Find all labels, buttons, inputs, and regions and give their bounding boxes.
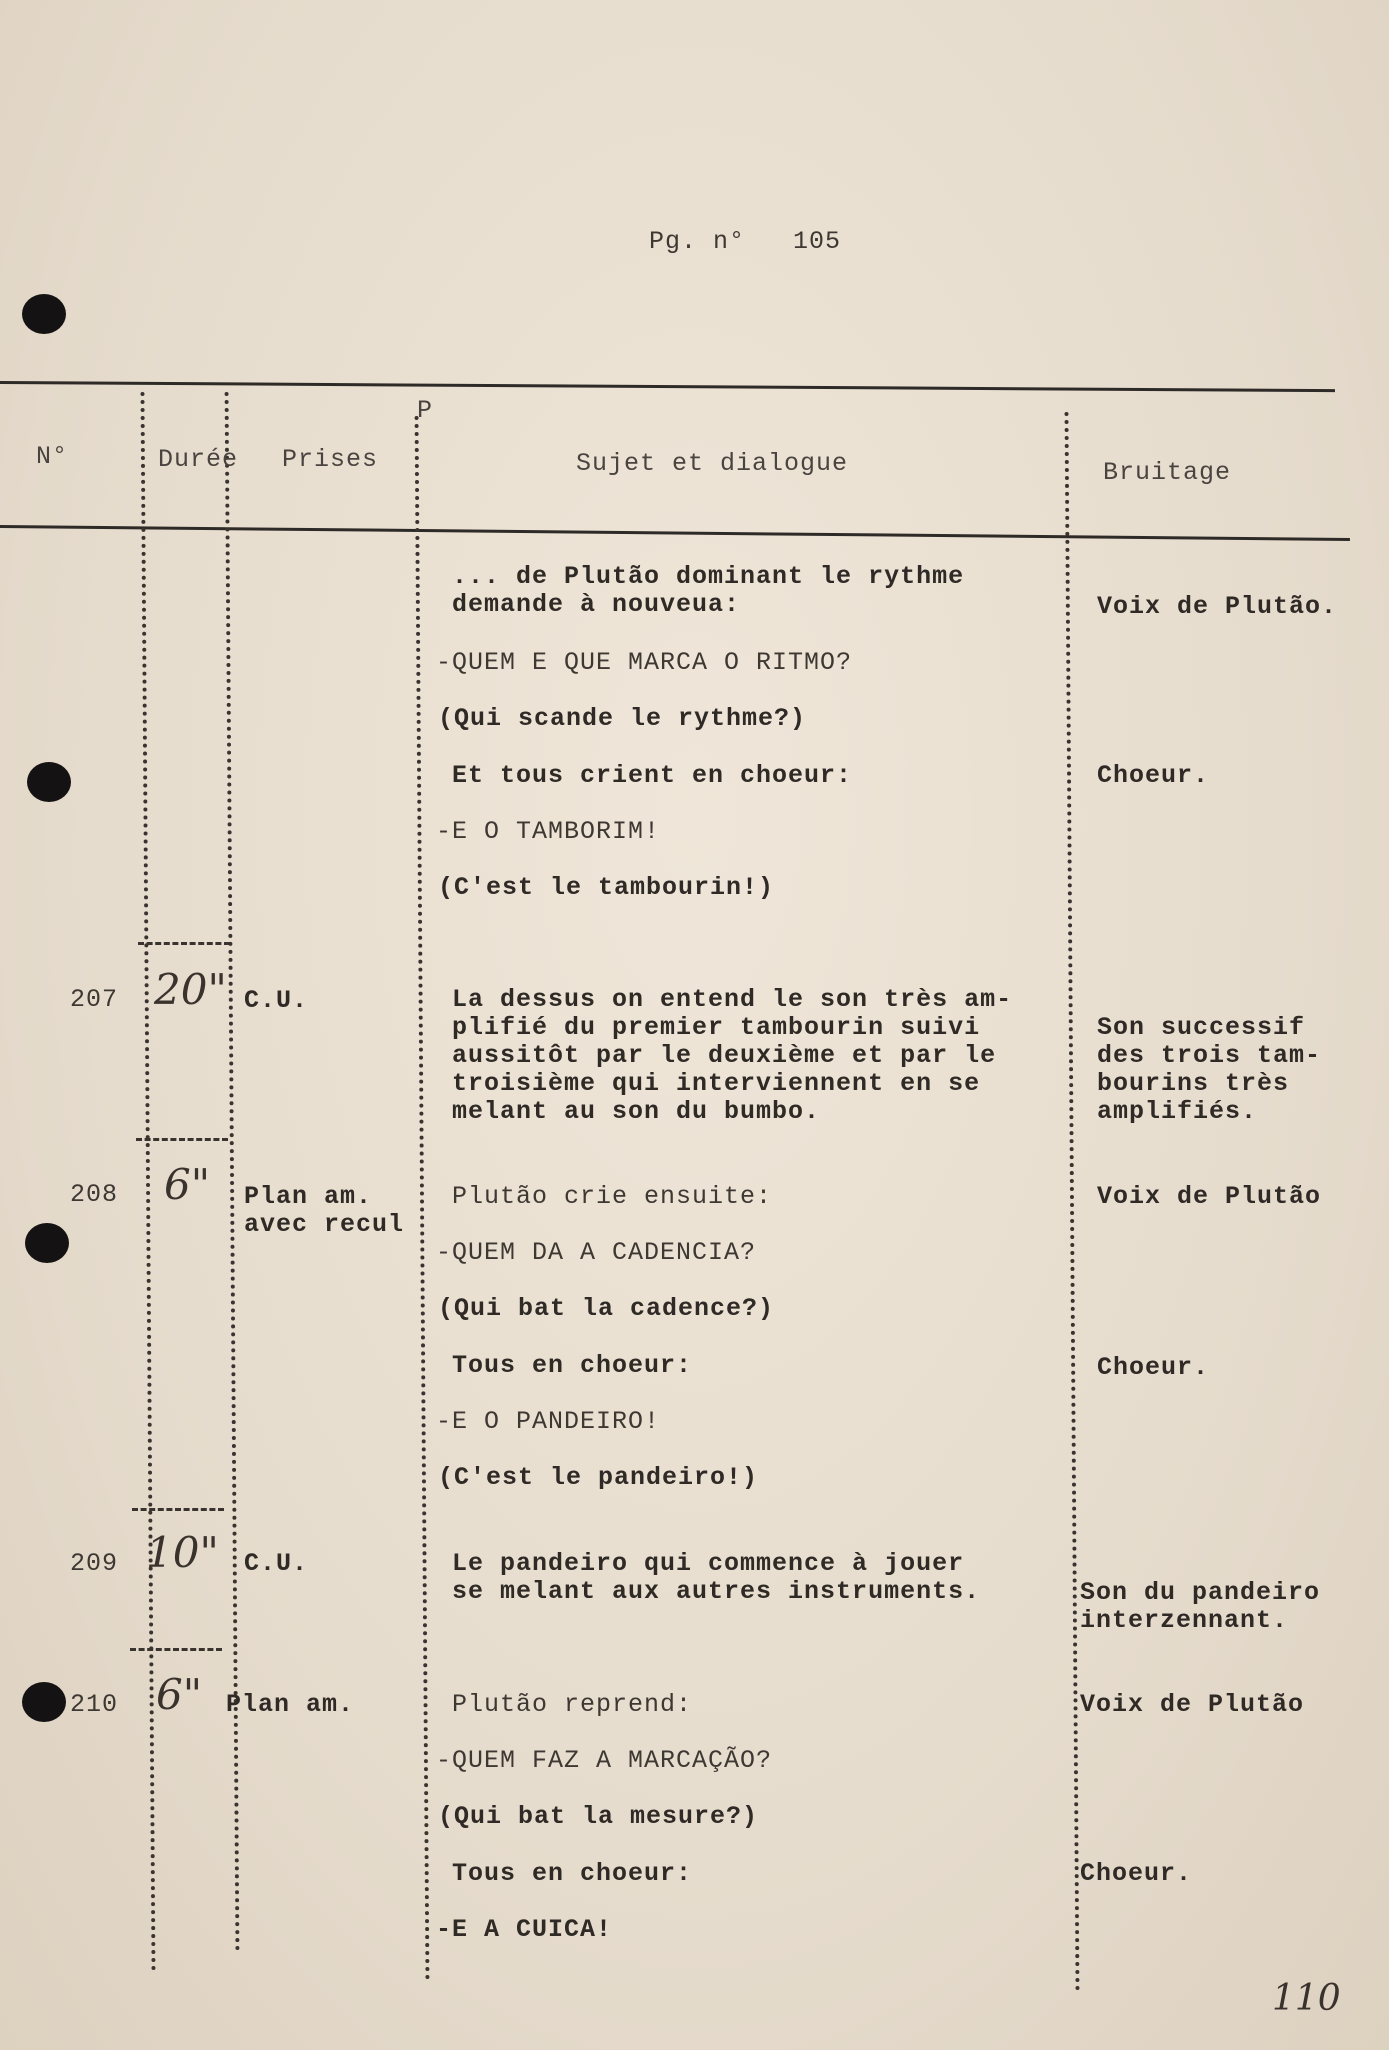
bruitage-text: Son successif [1097, 1013, 1306, 1042]
table-header-rule [0, 525, 1350, 541]
table-top-rule [0, 381, 1335, 392]
subject-line: demande à nouveua: [452, 590, 741, 619]
shot-prises: Plan am. [244, 1182, 373, 1211]
shot-number: 209 [70, 1549, 119, 1578]
shot-prises: C.U. [244, 1549, 309, 1578]
shot-separator [138, 942, 230, 945]
column-separator-no [140, 392, 155, 1972]
shot-separator [130, 1648, 222, 1651]
subject-line: se melant aux autres instruments. [452, 1577, 981, 1606]
shot-number: 208 [70, 1180, 119, 1209]
subject-line: aussitôt par le deuxième et par le [452, 1041, 997, 1070]
dialogue-portuguese: -QUEM FAZ A MARCAÇÃO? [436, 1746, 773, 1775]
subject-line: melant au son du bumbo. [452, 1097, 821, 1126]
shot-prises: C.U. [244, 986, 309, 1015]
shot-separator [136, 1138, 228, 1141]
column-separator-prises [415, 416, 430, 1981]
bruitage-text: Choeur. [1097, 761, 1210, 790]
page-number-value: 105 [793, 227, 842, 256]
punch-hole-3 [25, 1223, 69, 1263]
subject-line: Plutão reprend: [452, 1690, 693, 1719]
dialogue-portuguese: -QUEM E QUE MARCA O RITMO? [436, 648, 853, 677]
dialogue-portuguese: -E O TAMBORIM! [436, 817, 661, 846]
punch-hole-2 [27, 762, 71, 802]
bruitage-text: Voix de Plutão [1097, 1182, 1322, 1211]
subject-line: ... de Plutão dominant le rythme [452, 562, 965, 591]
dialogue-translation: (Qui bat la cadence?) [438, 1294, 775, 1323]
bruitage-text: Son du pandeiro [1080, 1578, 1321, 1607]
shot-duration: 6" [156, 1670, 203, 1719]
bruitage-text: bourins très [1097, 1069, 1290, 1098]
bruitage-text: interzennant. [1080, 1606, 1289, 1635]
bruitage-text: Voix de Plutão. [1097, 592, 1338, 621]
column-header-no: N° [36, 442, 69, 471]
column-header-sujet: Sujet et dialogue [576, 449, 849, 478]
bruitage-text: Choeur. [1080, 1859, 1193, 1888]
column-header-duree: Durée [158, 445, 239, 474]
shot-number: 210 [70, 1690, 119, 1719]
page-number-label: Pg. n° [649, 227, 746, 256]
subject-line: Et tous crient en choeur: [452, 761, 853, 790]
subject-line: Plutão crie ensuite: [452, 1182, 773, 1211]
shot-separator [132, 1508, 224, 1511]
dialogue-portuguese: -QUEM DA A CADENCIA? [436, 1238, 757, 1267]
dialogue-portuguese: -E O PANDEIRO! [436, 1407, 661, 1436]
shot-prises: Plan am. [226, 1690, 355, 1719]
column-header-p: P [417, 396, 434, 425]
dialogue-translation: (Qui bat la mesure?) [438, 1802, 759, 1831]
shot-number: 207 [70, 985, 119, 1014]
dialogue-portuguese: -E A CUICA! [436, 1915, 613, 1944]
dialogue-translation: (Qui scande le rythme?) [438, 704, 807, 733]
page-number-header [617, 198, 841, 256]
subject-line: Tous en choeur: [452, 1351, 693, 1380]
shot-prises: avec recul [244, 1210, 405, 1239]
shot-duration: 10" [146, 1528, 219, 1577]
shot-duration: 20" [154, 965, 227, 1014]
subject-line: Tous en choeur: [452, 1859, 693, 1888]
bruitage-text: Voix de Plutão [1080, 1690, 1305, 1719]
subject-line: Le pandeiro qui commence à jouer [452, 1549, 965, 1578]
subject-line: troisième qui interviennent en se [452, 1069, 981, 1098]
punch-hole-4 [22, 1682, 66, 1722]
dialogue-translation: (C'est le pandeiro!) [438, 1463, 759, 1492]
subject-line: La dessus on entend le son très am- [452, 985, 1013, 1014]
dialogue-translation: (C'est le tambourin!) [438, 873, 775, 902]
bruitage-text: des trois tam- [1097, 1041, 1322, 1070]
bruitage-text: amplifiés. [1097, 1097, 1258, 1126]
column-separator-sujet [1064, 412, 1079, 1992]
handwritten-page-number: 110 [1272, 1978, 1341, 2019]
punch-hole-1 [22, 294, 66, 334]
subject-line: plifié du premier tambourin suivi [452, 1013, 981, 1042]
column-header-bruitage: Bruitage [1103, 458, 1232, 487]
bruitage-text: Choeur. [1097, 1353, 1210, 1382]
column-header-prises: Prises [282, 445, 379, 474]
shot-duration: 6" [164, 1160, 211, 1209]
